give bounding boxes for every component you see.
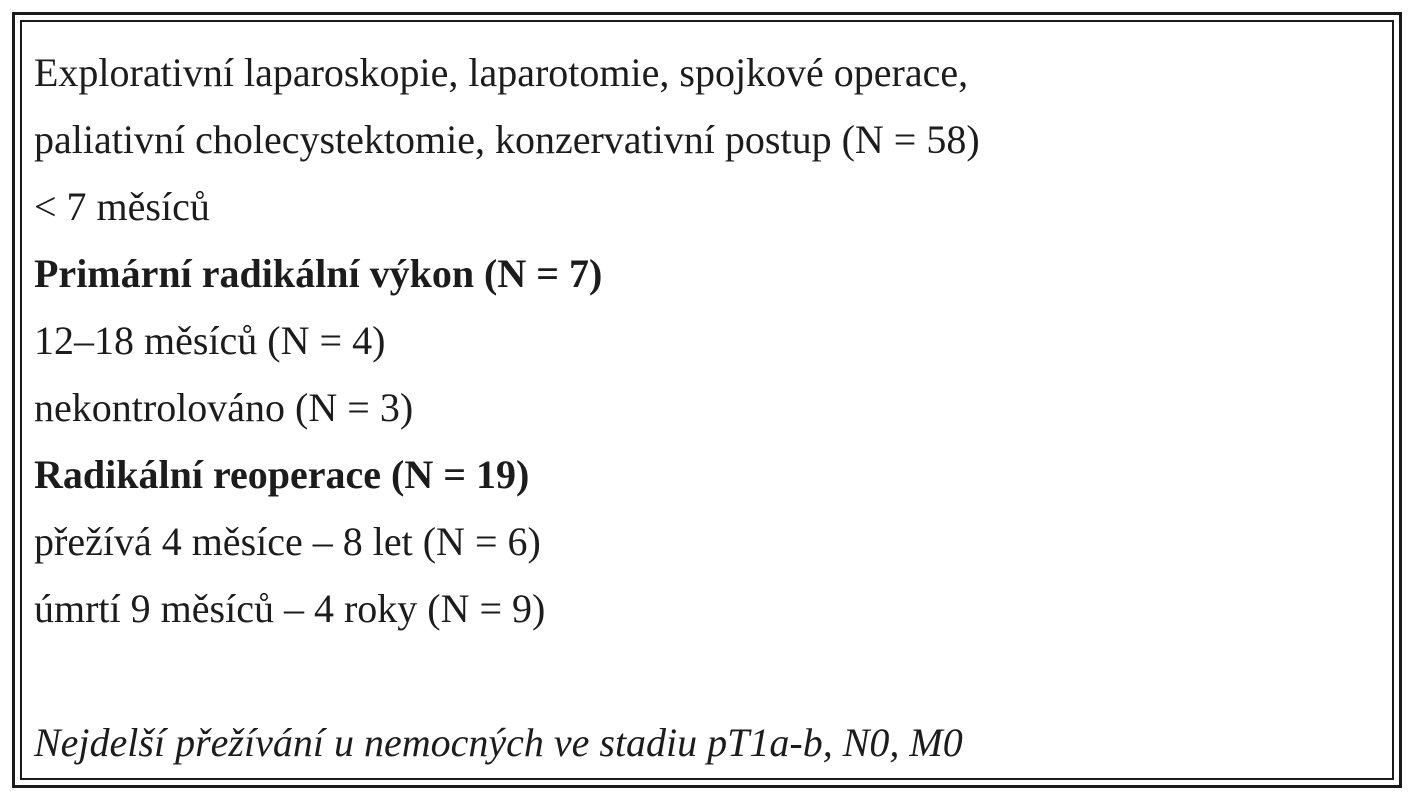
text-line-6: nekontrolováno (N = 3) [34, 385, 414, 430]
table-frame [12, 12, 1402, 788]
blank-spacer [34, 642, 1379, 709]
table-content [34, 39, 1379, 776]
text-line-3: < 7 měsíců [34, 184, 210, 229]
text-line-1: Explorativní laparoskopie, laparotomie, spojkové operace, [34, 50, 969, 95]
text-line-8: přežívá 4 měsíce – 8 let (N = 6) [34, 519, 541, 564]
text-line-9: úmrtí 9 měsíců – 4 roky (N = 9) [34, 586, 546, 631]
caption-note: Nejdelší přežívání u nemocných ve stadiu pT1a-b, N0, M0 [34, 720, 963, 765]
section-heading-reoperation: Radikální reoperace (N = 19) [34, 452, 530, 497]
text-line-2: paliativní cholecystektomie, konzervativní postup (N = 58) [34, 117, 980, 162]
section-heading-primary: Primární radikální výkon (N = 7) [34, 251, 603, 296]
text-line-5: 12–18 měsíců (N = 4) [34, 318, 386, 363]
